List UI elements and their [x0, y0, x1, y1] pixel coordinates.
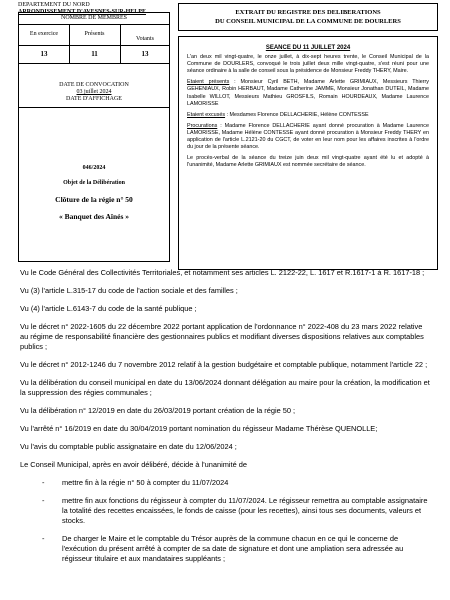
value-en-exercice: 13 — [40, 50, 48, 58]
vu-decret-2022: Vu le décret n° 2022-1605 du 22 décembre 2022 portant application de l'ordonnance n° 2022-408 du 23 mars 2022 relative au régime de responsabilité financière des gestionnaires publics et modifiant diverses dispositions relatives aux comptables publics ; — [20, 322, 424, 351]
seance-title: SEANCE DU 11 JUILLET 2024 — [265, 45, 351, 51]
dash-bullet: - — [42, 496, 45, 505]
excuses-label: Etaient excusés — [187, 111, 226, 118]
presents-label: Etaient présents — [187, 79, 230, 86]
vu-casf: Vu (3) l'article L.315-17 du code de l'action sociale et des familles ; — [20, 286, 238, 295]
col-en-exercice: En exercice — [29, 31, 59, 37]
dash-bullet: - — [42, 534, 45, 543]
seance-presents — [187, 79, 429, 107]
col-votants: Votants — [136, 36, 154, 42]
vu-decret-2012: Vu le décret n° 2012-1246 du 7 novembre 2012 relatif à la gestion budgétaire et comptable publique, notamment l'article 22 ; — [20, 360, 428, 369]
seance-box — [178, 36, 438, 270]
decision-intro: Le Conseil Municipal, après en avoir délibéré, décide à l'unanimité de — [20, 460, 247, 469]
extrait-line2: DU CONSEIL MUNICIPAL DE LA COMMUNE DE DOURLERS — [215, 18, 401, 25]
list-item — [20, 496, 430, 526]
presents-list: : Monsieur Cyril BETH, Madame Arlette GRIMIAUX, Messieurs Thierry GEHENIAUX, Robin HERBAUT, Madame Catherine JAMME, Monsieur Jonathan DUTEIL, Madame Isabelle WILLOT, Messieurs Mathieu GROSFILS, Romain HOURDEAUX, Madame Laurence LAMORISSE — [187, 79, 429, 107]
col-presents: Présents — [84, 31, 105, 37]
procurations-label: Procurations — [187, 122, 218, 129]
list-item — [20, 534, 430, 564]
members-info-box — [18, 12, 170, 262]
seance-intro: L'an deux mil vingt-quatre, le onze juillet, à dix-sept heures trente, le Conseil Municipal de la Commune de DOURLERS, convoqué le trois juillet deux mille vingt-quatre, s'est réuni pour une séance ordinaire à la salle de conseil sous la présidence de Monsieur Freddy THERY, Maire. — [187, 54, 429, 75]
deliberation-title-line1: Clôture de la régie n° 50 — [55, 195, 133, 204]
value-votants: 13 — [141, 50, 149, 58]
extrait-registre-box — [178, 3, 438, 31]
value-presents: 11 — [91, 50, 98, 58]
vu-csp: Vu (4) l'article L.6143-7 du code de la santé publique ; — [20, 304, 197, 313]
excuses-list: : Mesdames Florence DELLACHERIE, Hélène CONTESSE — [225, 111, 369, 118]
vu-deliberation-creation: Vu la délibération n° 12/2019 en date du 26/03/2019 portant création de la régie 50 ; — [20, 406, 296, 415]
seance-excuses — [187, 112, 429, 119]
convocation-date: 03 juillet 2024 — [76, 89, 112, 95]
convocation-label: DATE DE CONVOCATION — [59, 82, 129, 88]
dash-bullet: - — [42, 478, 45, 487]
vu-avis-comptable: Vu l'avis du comptable public assignataire en date du 12/06/2024 ; — [20, 442, 237, 451]
decision-item-2: mettre fin aux fonctions du régisseur à compter du 11/07/2024. Le régisseur remettra au comptable assignataire la totalité des recettes encaissées, le fonds de caisse (pour les recettes), ainsi tous ses documents, valeurs et stocks. — [62, 496, 428, 525]
vu-cgct: Vu le Code Général des Collectivités Territoriales, et notamment ses articles L. 2122-22, L. 1617 et R.1617-1 à R. 1617-18 ; — [20, 268, 425, 277]
procurations-text: : Madame Florence DELLACHERIE ayant donné procuration à Madame Laurence LAMORISSE, Madame Hélène CONTESSE ayant donné procuration à Monsieur Freddy THERY en application de l'article L.2121-20 du CGCT, de voter en leur nom pour les affaires inscrites à l'ordre du jour de la présente séance. — [187, 122, 429, 151]
deliberation-title-line2: « Banquet des Aînés » — [58, 212, 130, 221]
deliberation-object-label: Objet de la Délibération — [63, 180, 125, 186]
vu-arrete-nomination: Vu l'arrêté n° 16/2019 en date du 30/04/2019 portant nomination du régisseur Madame Thérèse QUENOLLE; — [20, 424, 378, 433]
list-item — [20, 478, 430, 488]
extrait-line1: EXTRAIT DU REGISTRE DES DELIBERATIONS — [235, 9, 381, 16]
department-name: DEPARTEMENT DU NORD — [18, 2, 90, 8]
deliberation-body — [20, 268, 430, 572]
members-title: NOMBRE DE MEMBRES — [19, 13, 169, 25]
seance-procurations — [187, 123, 429, 151]
decision-list — [20, 478, 430, 564]
decision-item-3: De charger le Maire et le comptable du Trésor auprès de la commune chacun en ce qui le concerne de l'exécution du présent arrêté à compter de sa date de signature et dont une ampliation sera adressée au régisseur titulaire et aux mandataires suppléants ; — [62, 534, 404, 563]
arrondissement-name: ARRONDISSEMENT D'AVESNES-SUR-HELPE — [18, 9, 146, 15]
deliberation-number: 046/2024 — [82, 165, 106, 171]
decision-item-1: mettre fin à la régie n° 50 à compter du 11/07/2024 — [62, 478, 229, 487]
seance-closing: Le procès-verbal de la séance du treize juin deux mil vingt-quatre ayant été lu et adopté à l'unanimité, Madame Arlette GRIMIAUX est nommée secrétaire de séance. — [187, 155, 429, 169]
affichage-label: DATE D'AFFICHAGE — [66, 96, 122, 102]
vu-deliberation-delegation: Vu la délibération du conseil municipal en date du 13/06/2024 donnant délégation au maire pour la création, la modification et la suppression des régies communales ; — [20, 378, 430, 397]
